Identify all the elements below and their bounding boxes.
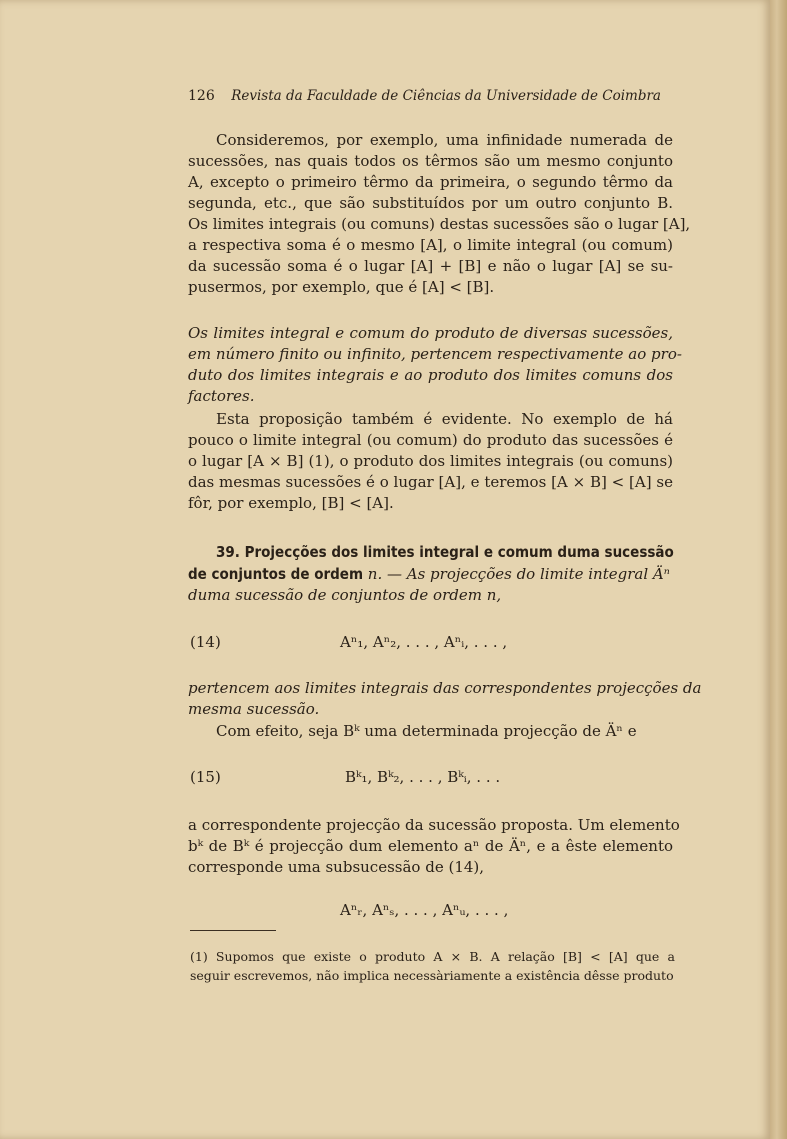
text-line: Os limites integrais (ou comuns) destas sucessões são o lugar [A], bbox=[188, 215, 691, 233]
text-line: A, excepto o primeiro têrmo da primeira, o segundo têrmo da bbox=[188, 173, 673, 191]
equation-number: (14) bbox=[190, 633, 221, 651]
theorem-line: Os limites integral e comum do produto de diversas sucessões, bbox=[188, 324, 673, 342]
equation-number: (15) bbox=[190, 768, 221, 786]
text-line: pusermos, por exemplo, que é [A] < [B]. bbox=[188, 278, 495, 296]
section-heading: 39. Projecções dos limites integral e comum duma sucessão bbox=[216, 543, 674, 561]
text-line: o lugar [A × B] (1), o produto dos limites integrais (ou comuns) bbox=[188, 452, 673, 470]
equation-subsequence: Aⁿᵣ, Aⁿₛ, . . . , Aⁿᵤ, . . . , bbox=[340, 901, 509, 919]
text-line: Com efeito, seja Bᵏ uma determinada projecção de Äⁿ e bbox=[216, 722, 637, 740]
text-line: pertencem aos limites integrais das correspondentes projecções da bbox=[188, 679, 702, 697]
text-line: bᵏ de Bᵏ é projecção dum elemento aⁿ de Äⁿ, e a êste elemento bbox=[188, 837, 673, 855]
text-line: corresponde uma subsucessão de (14), bbox=[188, 858, 485, 876]
running-header bbox=[188, 88, 661, 104]
text-line: a correspondente projecção da sucessão proposta. Um elemento bbox=[188, 816, 680, 834]
footnote-rule bbox=[190, 930, 276, 931]
theorem-line: em número finito ou infinito, pertencem respectivamente ao pro- bbox=[188, 345, 682, 363]
section-heading-italic: n. — As projecções do limite integral Äⁿ bbox=[367, 565, 670, 583]
text-line: das mesmas sucessões é o lugar [A], e teremos [A × B] < [A] se bbox=[188, 473, 673, 491]
section-heading-line bbox=[188, 564, 673, 585]
text-line: sucessões, nas quais todos os têrmos são um mesmo conjunto bbox=[188, 152, 673, 170]
section-heading-bold: de conjuntos de ordem bbox=[188, 565, 364, 583]
theorem-line: factores. bbox=[188, 387, 255, 405]
footnote-line: seguir escrevemos, não implica necessàriamente a existência dêsse produto bbox=[190, 968, 674, 983]
running-title: Revista da Faculdade de Ciências da Universidade de Coimbra bbox=[231, 88, 661, 104]
page-edge bbox=[770, 0, 787, 1139]
page-number: 126 bbox=[188, 88, 215, 104]
text-line: Consideremos, por exemplo, uma infinidade numerada de bbox=[216, 131, 673, 149]
text-line: Esta proposição também é evidente. No exemplo de há bbox=[216, 410, 673, 428]
text-line: pouco o limite integral (ou comum) do produto das sucessões é bbox=[188, 431, 673, 449]
text-line: fôr, por exemplo, [B] < [A]. bbox=[188, 494, 394, 512]
section-heading-line: duma sucessão de conjuntos de ordem n, bbox=[188, 586, 502, 604]
equation-15: Bᵏ₁, Bᵏ₂, . . . , Bᵏᵢ, . . . bbox=[345, 768, 501, 786]
footnote-line: (1) Supomos que existe o produto A × B. A relação [B] < [A] que a bbox=[190, 949, 675, 964]
theorem-line: duto dos limites integrais e ao produto dos limites comuns dos bbox=[188, 366, 673, 384]
text-line: a respectiva soma é o mesmo [A], o limite integral (ou comum) bbox=[188, 236, 673, 254]
text-line: da sucessão soma é o lugar [A] + [B] e não o lugar [A] se su- bbox=[188, 257, 673, 275]
text-line: segunda, etc., que são substituídos por um outro conjunto B. bbox=[188, 194, 673, 212]
text-line: mesma sucessão. bbox=[188, 700, 320, 718]
equation-14: Aⁿ₁, Aⁿ₂, . . . , Aⁿᵢ, . . . , bbox=[340, 633, 508, 651]
